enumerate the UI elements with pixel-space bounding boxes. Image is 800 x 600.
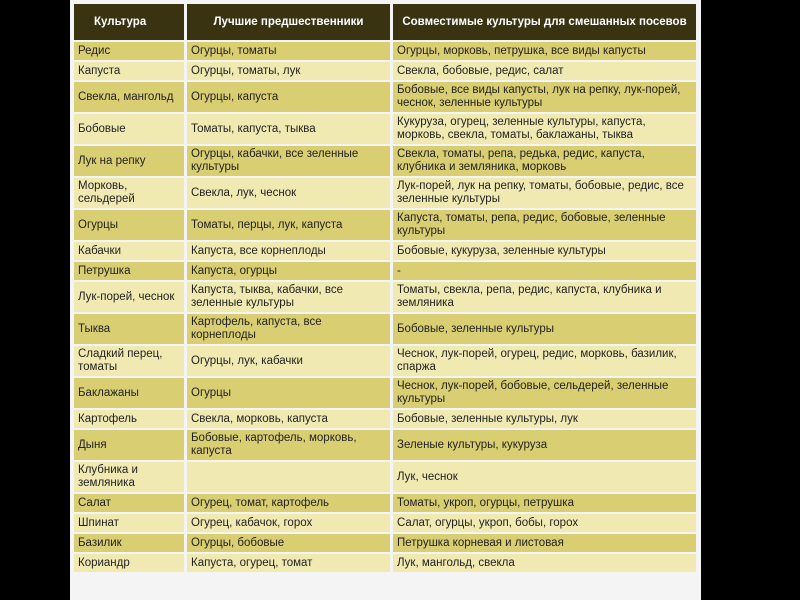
cell-predecessors: Томаты, перцы, лук, капуста: [187, 210, 390, 240]
cell-crop: Бобовые: [74, 114, 184, 144]
cell-compatible: Огурцы, морковь, петрушка, все виды капусты: [393, 42, 696, 60]
cell-crop: Базилик: [74, 534, 184, 552]
cell-crop: Дыня: [74, 430, 184, 460]
cell-compatible: Бобовые, зеленные культуры, лук: [393, 410, 696, 428]
cell-predecessors: Свекла, лук, чеснок: [187, 178, 390, 208]
cell-crop: Тыква: [74, 314, 184, 344]
cell-crop: Редис: [74, 42, 184, 60]
cell-crop: Огурцы: [74, 210, 184, 240]
cell-crop: Лук на репку: [74, 146, 184, 176]
cell-compatible: Петрушка корневая и листовая: [393, 534, 696, 552]
cell-compatible: Лук, чеснок: [393, 462, 696, 492]
cell-crop: Свекла, мангольд: [74, 82, 184, 112]
cell-crop: Капуста: [74, 62, 184, 80]
cell-compatible: Лук-порей, лук на репку, томаты, бобовые, редис, все зеленные культуры: [393, 178, 696, 208]
cell-predecessors: Капуста, тыква, кабачки, все зеленные культуры: [187, 282, 390, 312]
cell-predecessors: Капуста, огурец, томат: [187, 554, 390, 572]
cell-compatible: Томаты, свекла, репа, редис, капуста, клубника и земляника: [393, 282, 696, 312]
cell-predecessors: Огурцы, кабачки, все зеленные культуры: [187, 146, 390, 176]
cell-crop: Клубника и земляника: [74, 462, 184, 492]
cell-crop: Салат: [74, 494, 184, 512]
cell-predecessors: Огурец, кабачок, горох: [187, 514, 390, 532]
cell-predecessors: Картофель, капуста, все корнеплоды: [187, 314, 390, 344]
cell-predecessors: Свекла, морковь, капуста: [187, 410, 390, 428]
cell-compatible: Бобовые, все виды капусты, лук на репку, лук-порей, чеснок, зеленные культуры: [393, 82, 696, 112]
cell-predecessors: Огурец, томат, картофель: [187, 494, 390, 512]
cell-compatible: Свекла, бобовые, редис, салат: [393, 62, 696, 80]
cell-compatible: Томаты, укроп, огурцы, петрушка: [393, 494, 696, 512]
cell-crop: Сладкий перец, томаты: [74, 346, 184, 376]
cell-compatible: Бобовые, кукуруза, зеленные культуры: [393, 242, 696, 260]
header-predecessors: Лучшие предшественники: [187, 4, 390, 40]
cell-predecessors: Бобовые, картофель, морковь, капуста: [187, 430, 390, 460]
cell-predecessors: Огурцы, капуста: [187, 82, 390, 112]
cell-crop: Лук-порей, чеснок: [74, 282, 184, 312]
cell-predecessors: Томаты, капуста, тыква: [187, 114, 390, 144]
cell-compatible: Кукуруза, огурец, зеленные культуры, капуста, морковь, свекла, томаты, баклажаны, тыква: [393, 114, 696, 144]
table-frame: [70, 0, 701, 600]
cell-compatible: Чеснок, лук-порей, огурец, редис, морковь, базилик, спаржа: [393, 346, 696, 376]
cell-crop: Кориандр: [74, 554, 184, 572]
cell-crop: Баклажаны: [74, 378, 184, 408]
cell-predecessors: Огурцы, томаты: [187, 42, 390, 60]
cell-compatible: Бобовые, зеленные культуры: [393, 314, 696, 344]
cell-predecessors: Огурцы: [187, 378, 390, 408]
cell-compatible: -: [393, 262, 696, 280]
cell-crop: Шпинат: [74, 514, 184, 532]
cell-predecessors: Капуста, огурцы: [187, 262, 390, 280]
cell-crop: Картофель: [74, 410, 184, 428]
crop-table: [74, 4, 696, 572]
cell-compatible: Лук, мангольд, свекла: [393, 554, 696, 572]
cell-predecessors: Огурцы, лук, кабачки: [187, 346, 390, 376]
cell-predecessors: [187, 462, 390, 492]
header-crop: Культура: [74, 4, 184, 40]
cell-predecessors: Капуста, все корнеплоды: [187, 242, 390, 260]
cell-crop: Кабачки: [74, 242, 184, 260]
cell-predecessors: Огурцы, бобовые: [187, 534, 390, 552]
header-compatible: Совместимые культуры для смешанных посевов: [393, 4, 696, 40]
cell-compatible: Чеснок, лук-порей, бобовые, сельдерей, зеленные культуры: [393, 378, 696, 408]
cell-predecessors: Огурцы, томаты, лук: [187, 62, 390, 80]
cell-compatible: Зеленые культуры, кукуруза: [393, 430, 696, 460]
cell-crop: Морковь, сельдерей: [74, 178, 184, 208]
cell-compatible: Капуста, томаты, репа, редис, бобовые, зеленные культуры: [393, 210, 696, 240]
cell-compatible: Салат, огурцы, укроп, бобы, горох: [393, 514, 696, 532]
cell-crop: Петрушка: [74, 262, 184, 280]
cell-compatible: Свекла, томаты, репа, редька, редис, капуста, клубника и земляника, морковь: [393, 146, 696, 176]
